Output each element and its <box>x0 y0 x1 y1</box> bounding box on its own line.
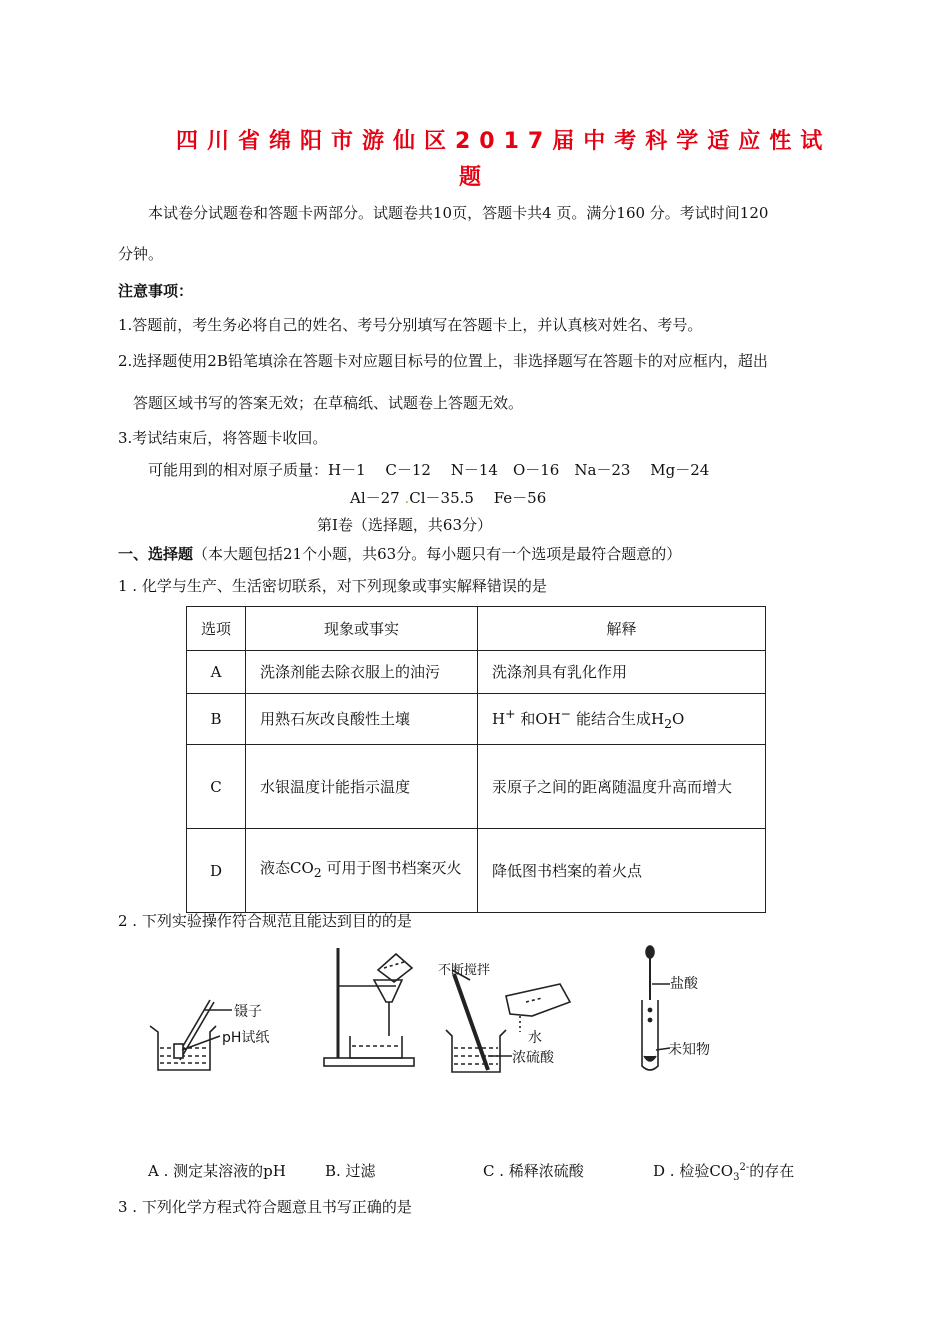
section1-heading <box>118 543 681 564</box>
q2-option-d-sup: 2- <box>739 1162 750 1173</box>
unknown-label: 未知物 <box>668 1042 710 1058</box>
row-fact: 用熟石灰改良酸性土壤 <box>246 694 478 745</box>
atomic-masses-line2 <box>350 487 546 508</box>
filtration-stand-diagram <box>324 948 414 1066</box>
q3-stem: 3 . 下列化学方程式符合题意且书写正确的是 <box>118 1198 412 1216</box>
notes-item-1: 1.答题前，考生务必将自己的姓名、考号分别填写在答题卡上，并认真核对姓名、考号。 <box>118 316 703 334</box>
table-row <box>187 745 766 829</box>
hcl-label: 盐酸 <box>670 976 698 992</box>
atomic-masses-line1: 可能用到的相对原子质量：H－1 C－12 N－14 O－16 Na－23 Mg－24 <box>148 461 710 479</box>
header-explanation: 解释 <box>478 607 766 651</box>
atomic-mass-al: Al－27 <box>350 489 405 507</box>
row-explanation: 降低图书档案的着火点 <box>478 829 766 913</box>
q2-option-d <box>653 1160 794 1183</box>
q2-option-a: A . 测定某溶液的pH <box>148 1162 286 1180</box>
q2-apparatus-figure <box>140 940 720 1080</box>
stir-label: 不断搅拌 <box>438 963 491 978</box>
q2-option-c: C . 稀释浓硫酸 <box>483 1162 584 1180</box>
row-option: C <box>187 745 246 829</box>
water-label: 水 <box>528 1030 542 1046</box>
q2-option-d-prefix: D . 检验CO <box>653 1162 734 1180</box>
row-option: A <box>187 651 246 694</box>
table-row <box>187 651 766 694</box>
q1-table <box>186 606 766 913</box>
row-explanation: 汞原子之间的距离随温度升高而增大 <box>478 745 766 829</box>
page-title-line2: 题 <box>459 165 491 190</box>
intro-line2: 分钟。 <box>118 245 164 263</box>
q1-stem: 1 . 化学与生产、生活密切联系，对下列现象或事实解释错误的是 <box>118 577 547 595</box>
row-fact: 液态$CO_2$ 可用于图书档案灭火 <box>246 829 478 913</box>
row-explanation: 洗涤剂具有乳化作用 <box>478 651 766 694</box>
row-option: B <box>187 694 246 745</box>
section1-label: 一、选择题 <box>118 545 194 563</box>
header-option: 选项 <box>187 607 246 651</box>
notes-heading: 注意事项： <box>118 282 194 300</box>
notes-item-2: 2.选择题使用2B铅笔填涂在答题卡对应题目标号的位置上，非选择题写在答题卡的对应框内，超出 <box>118 352 768 370</box>
notes-item-3: 3.考试结束后，将答题卡收回。 <box>118 429 328 447</box>
q2-option-d-sub: 3 <box>733 1172 740 1183</box>
beaker-tweezers-diagram <box>150 1000 232 1070</box>
page-title-line1: 四川省绵阳市游仙区2017届中考科学适应性试 <box>176 129 832 154</box>
acid-label: 浓硫酸 <box>512 1050 554 1066</box>
q2-stem: 2 . 下列实验操作符合规范且能达到目的的是 <box>118 912 412 930</box>
notes-item-2-continued: 答题区域书写的答案无效；在草稿纸、试题卷上答题无效。 <box>133 394 524 412</box>
stray-dot: . <box>404 489 410 507</box>
part1-heading: 第Ⅰ卷（选择题，共63分） <box>317 516 493 534</box>
table-row <box>187 694 766 745</box>
tweezers-label: 镊子 <box>234 1004 262 1020</box>
table-header-row <box>187 607 766 651</box>
q2-option-d-suffix: 的存在 <box>749 1162 795 1180</box>
intro-line1: 本试卷分试题卷和答题卡两部分。试题卷共10页，答题卡共4 页。满分160 分。考试时间120 <box>148 204 769 222</box>
header-fact: 现象或事实 <box>246 607 478 651</box>
row-fact: 洗涤剂能去除衣服上的油污 <box>246 651 478 694</box>
row-explanation: H+ 和OH− 能结合生成$H_2O$ <box>478 694 766 745</box>
table-row <box>187 829 766 913</box>
row-fact: 水银温度计能指示温度 <box>246 745 478 829</box>
test-tube-diagram <box>642 946 670 1070</box>
section1-desc: （本大题包括21个小题，共63分。每小题只有一个选项是最符合题意的） <box>193 545 682 563</box>
row-option: D <box>187 829 246 913</box>
ph-paper-label: pH试纸 <box>222 1030 270 1046</box>
q2-option-b: B. 过滤 <box>325 1162 376 1180</box>
atomic-mass-cl-fe: Cl－35.5 Fe－56 <box>409 489 547 507</box>
